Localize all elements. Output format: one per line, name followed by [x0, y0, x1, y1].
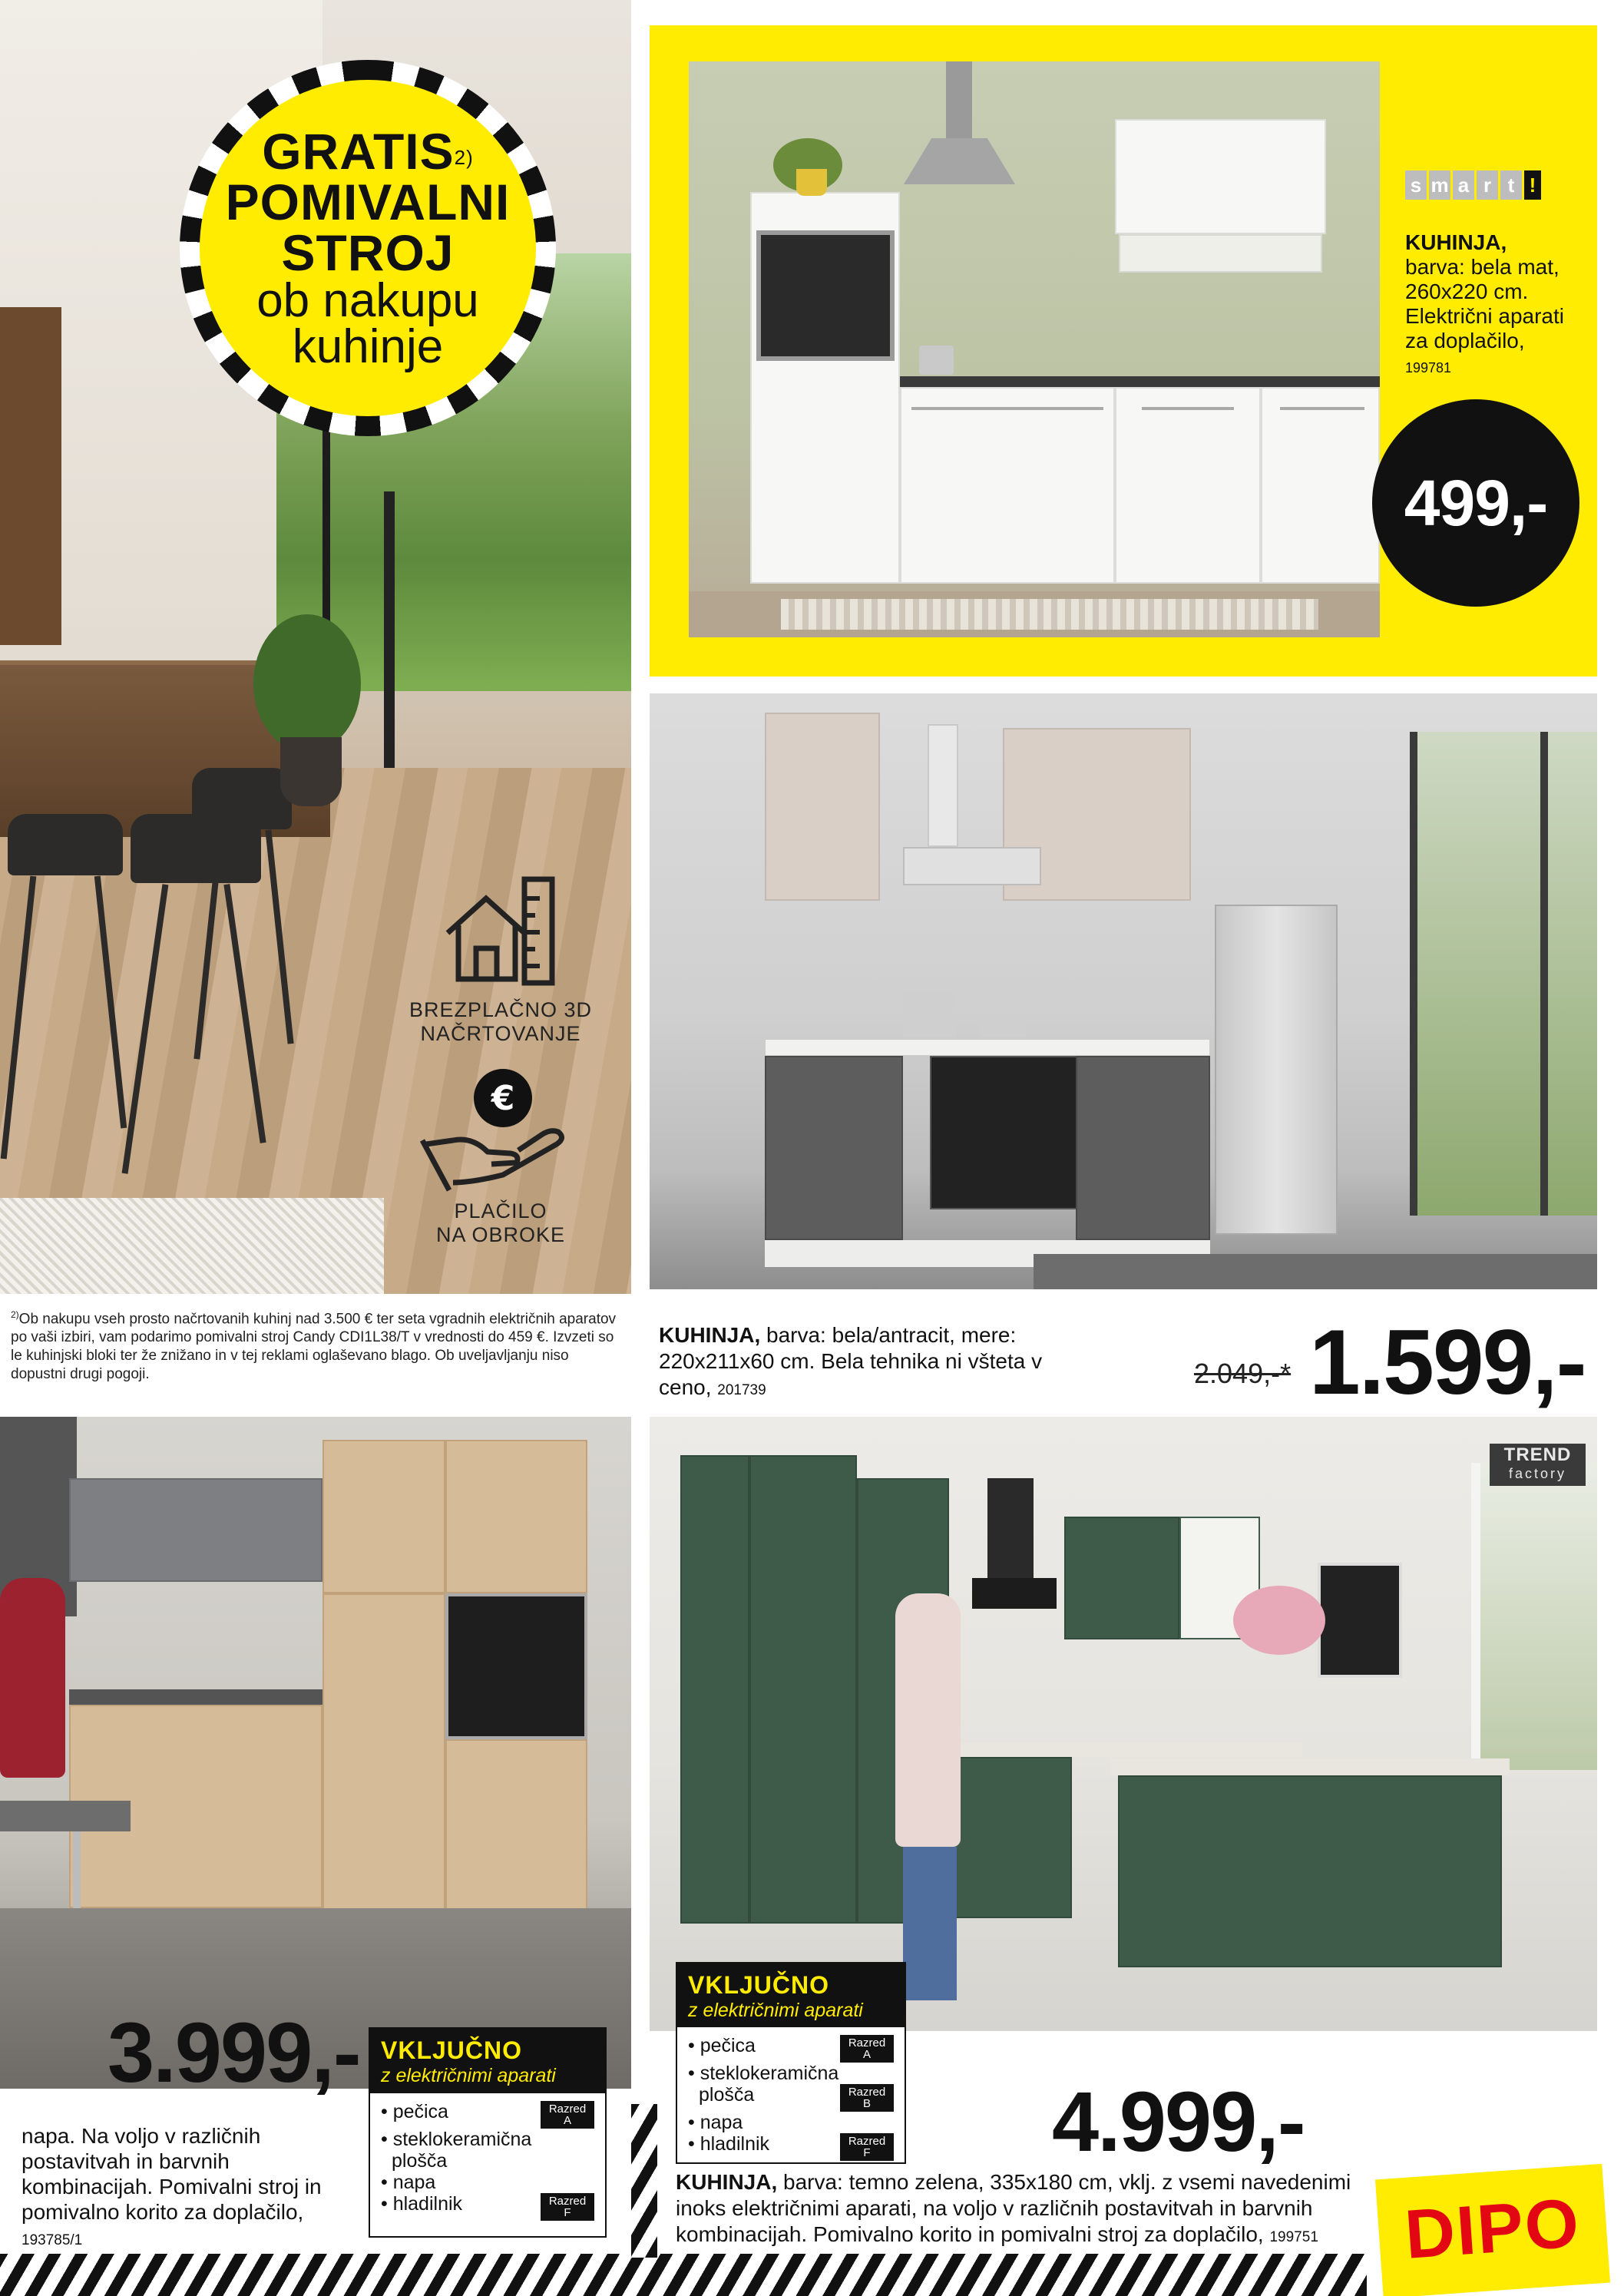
appliance-fridge: • hladilnik — [688, 2133, 770, 2155]
promo-badge — [200, 80, 536, 416]
energy-class-badge: Razred B — [840, 2084, 894, 2112]
appliance-hob: • steklokeramična — [381, 2129, 532, 2150]
smart-brand-logo — [1405, 170, 1543, 200]
offer-br-included-sub: z električnimi aparati — [688, 2000, 863, 2021]
energy-class-badge: Razred F — [840, 2133, 894, 2161]
offer-bl-included-sub: z električnimi aparati — [381, 2065, 556, 2086]
promo-line-stroj: STROJ — [281, 224, 455, 281]
house-measure-icon — [442, 875, 557, 991]
offer-bl-included-title: VKLJUČNO — [381, 2036, 523, 2064]
footnote-text: Ob nakupu vseh prosto načrtovanih kuhinj nad 3.500 € ter seta vgradnih električnih aparatov po vaši izbiri, vam podarimo pomivalni stroj Candy CDI1L38/T v vrednosti do 459 €. Izvzeti so le kuhinjski bloki ter že znižano in v tej reklami oglaševano blago. Ob uveljavljanju niso dopustni drugi pogoji. — [11, 1311, 617, 1383]
service-installments-label-2: NA OBROKE — [435, 1223, 566, 1246]
trend-logo-line1: TREND — [1503, 1444, 1572, 1465]
offer-mid-price: 1.599,- — [1309, 1311, 1586, 1414]
smart-letter: ! — [1524, 170, 1541, 200]
footnote-ref: 2) — [11, 1309, 19, 1320]
promo-line-gratis: GRATIS — [262, 123, 455, 180]
trend-logo-line2: factory — [1508, 1466, 1567, 1481]
smart-letter: a — [1453, 170, 1474, 200]
footnote — [11, 1305, 625, 1384]
appliance-hood: • napa — [688, 2112, 743, 2133]
white-kitchen-photo — [689, 61, 1380, 637]
offer-mid-title: KUHINJA, — [659, 1323, 761, 1347]
dipo-logo: DIPO — [1375, 2164, 1610, 2296]
offer-mid-old-price: 2.049,-* — [1194, 1358, 1292, 1389]
promo-line-pomivalni: POMIVALNI — [225, 174, 511, 230]
service-installments — [378, 1199, 623, 1247]
appliance-fridge: • hladilnik — [381, 2193, 463, 2215]
offer-top-desc: barva: bela mat, 260x220 cm. Električni aparati za doplačilo, — [1405, 255, 1564, 352]
offer-bl-description — [21, 2123, 344, 2253]
decorative-stripes — [631, 2104, 657, 2258]
service-3d-label-1: BREZPLAČNO 3D — [408, 998, 593, 1021]
energy-class-badge: Razred F — [541, 2193, 594, 2221]
smart-letter: m — [1429, 170, 1450, 200]
appliance-hood: • napa — [381, 2172, 436, 2193]
offer-br-desc: barva: temno zelena, 335x180 cm, vklj. z vsemi navedenimi inoks električnimi aparati, na voljo v različnih postavitvah in barvnih kombinacijah. Pomivalno korito in pomivalni stroj za doplačilo, — [676, 2170, 1351, 2246]
green-kitchen-photo — [650, 1417, 1597, 2031]
smart-letter: s — [1405, 170, 1427, 200]
euro-hand-icon — [418, 1067, 572, 1194]
appliance-hob-cont: plošča — [392, 2150, 448, 2172]
offer-bl-desc: napa. Na voljo v različnih postavitvah in barvnih kombinacijah. Pomivalni stroj in pomivalno korito za doplačilo, — [21, 2124, 322, 2224]
offer-mid-description — [659, 1322, 1073, 1404]
offer-mid-code: 201739 — [717, 1382, 766, 1398]
offer-br-appliance-list — [676, 2026, 906, 2164]
promo-line-ob-nakupu: ob nakupu — [256, 274, 479, 327]
appliance-hob: • steklokeramična — [688, 2063, 839, 2084]
service-3d-planning — [378, 998, 623, 1046]
smart-letter: t — [1500, 170, 1522, 200]
offer-top-price: 499,- — [1372, 399, 1579, 607]
promo-line-kuhinje: kuhinje — [292, 320, 444, 373]
svg-text:€: € — [491, 1079, 515, 1118]
offer-br-description — [676, 2169, 1382, 2251]
energy-class-badge: Razred A — [840, 2035, 894, 2063]
offer-bl-included-header — [369, 2027, 607, 2096]
appliance-hob-cont: plošča — [699, 2084, 755, 2106]
offer-bl-code: 193785/1 — [21, 2232, 83, 2248]
energy-class-badge: Razred A — [541, 2101, 594, 2129]
trend-factory-logo — [1490, 1444, 1586, 1486]
white-anthracite-kitchen-photo — [650, 693, 1597, 1289]
offer-br-title: KUHINJA, — [676, 2170, 778, 2194]
offer-top-title: KUHINJA, — [1405, 230, 1507, 254]
offer-br-included-title: VKLJUČNO — [688, 1971, 830, 1999]
promo-footnote-ref: 2) — [454, 146, 474, 169]
offer-mid-desc: barva: bela/antracit, mere: 220x211x60 cm. Bela tehnika ni všteta v ceno, — [659, 1323, 1043, 1399]
offer-br-price: 4.999,- — [1052, 2075, 1305, 2169]
appliance-oven: • pečica — [381, 2101, 448, 2122]
service-3d-label-2: NAČRTOVANJE — [420, 1022, 581, 1045]
offer-top-description — [1405, 230, 1589, 380]
offer-br-code: 199751 — [1269, 2229, 1318, 2245]
offer-bl-price: 3.999,- — [107, 2006, 360, 2100]
offer-br-included-header — [676, 1962, 906, 2031]
oak-kitchen-photo — [0, 1417, 631, 2089]
service-installments-label-1: PLAČILO — [454, 1199, 547, 1222]
smart-letter: r — [1477, 170, 1498, 200]
offer-bl-appliance-list — [369, 2092, 607, 2238]
offer-top-code: 199781 — [1405, 360, 1452, 375]
decorative-stripes — [0, 2254, 1367, 2296]
appliance-oven: • pečica — [688, 2035, 756, 2056]
